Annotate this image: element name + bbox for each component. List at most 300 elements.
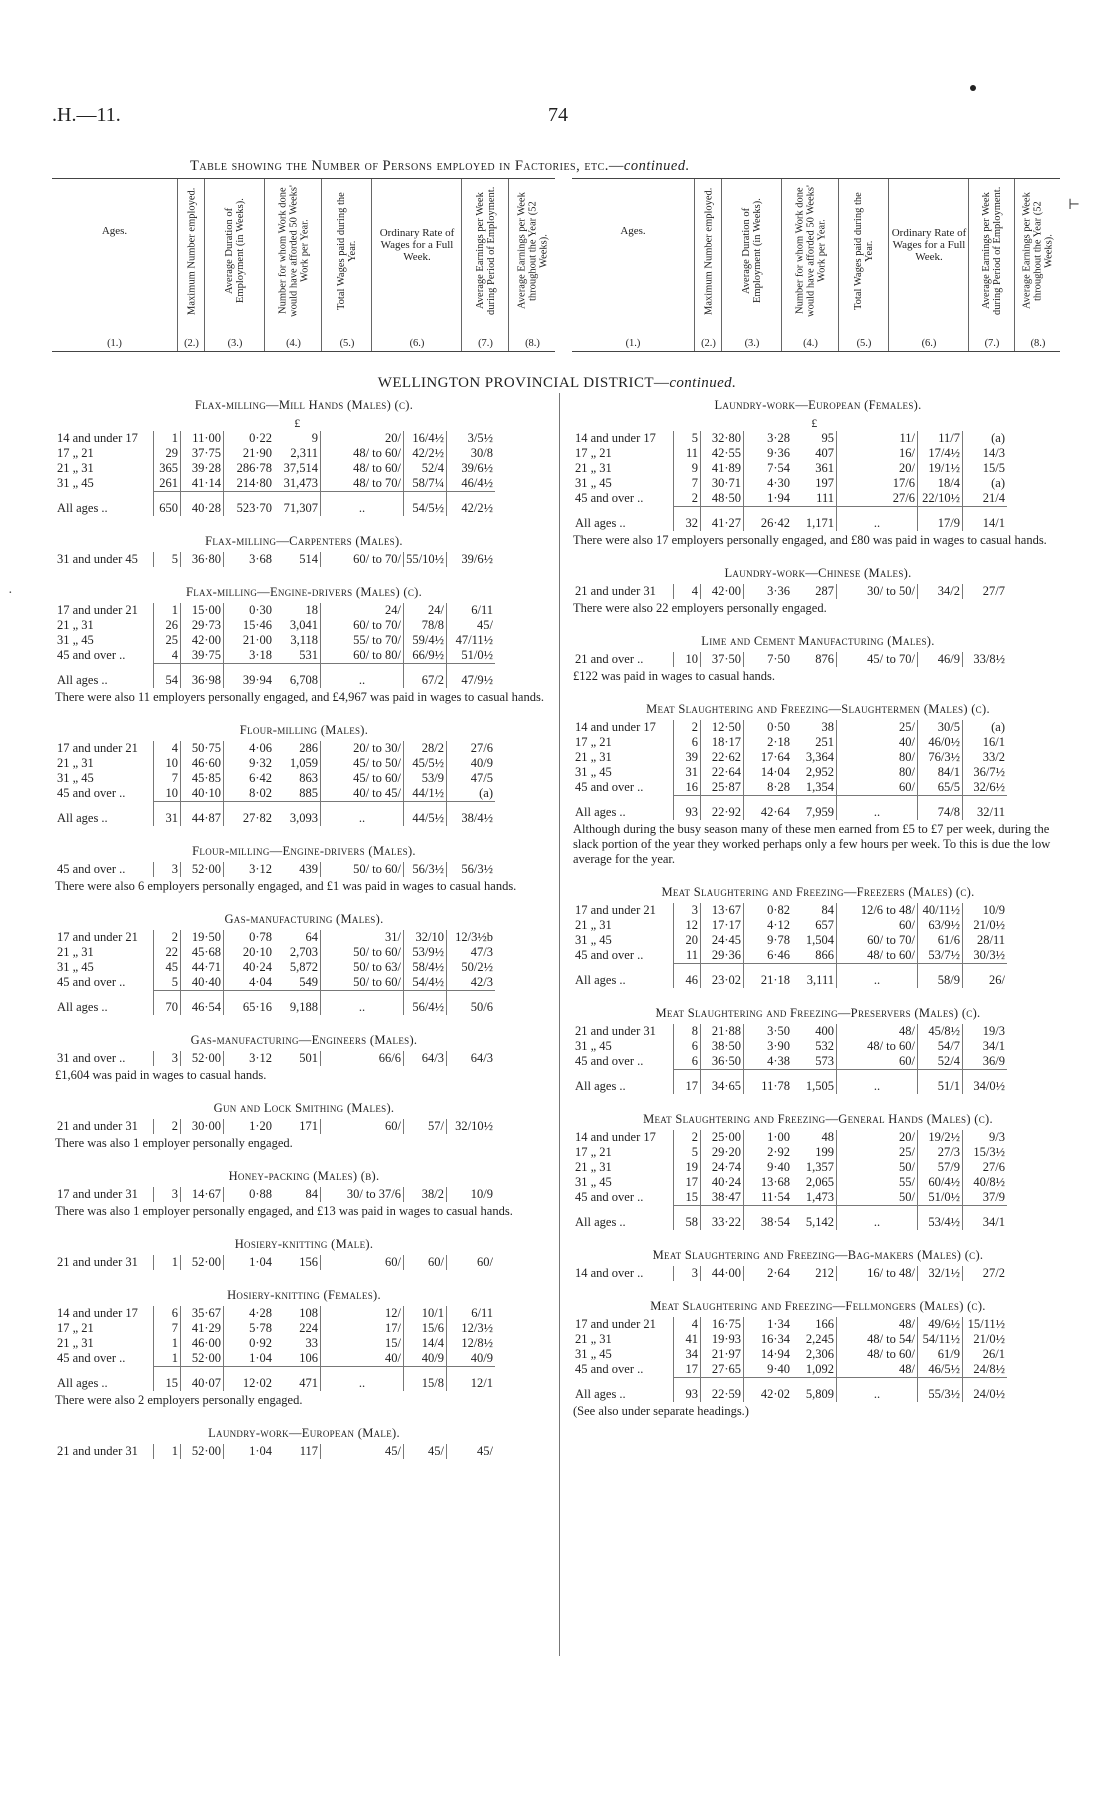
- value-cell: 24/0½: [963, 1378, 1008, 1403]
- industry-section: [573, 1006, 1063, 1094]
- value-cell: 53/9½: [404, 945, 447, 960]
- table-row: [55, 862, 495, 877]
- column-label: Total Wages paid during the Year.: [853, 192, 875, 310]
- section-note: There were also 6 employers personally engaged, and £1 was paid in wages to casual hands.: [55, 879, 517, 893]
- value-cell: 4: [154, 741, 181, 756]
- value-cell: 33/2: [963, 750, 1008, 765]
- table-row: [55, 1306, 495, 1321]
- value-cell: 400: [815, 1024, 834, 1038]
- value-cell: 2: [674, 491, 701, 507]
- industry-section: [55, 1426, 553, 1459]
- value-cell: 66/6: [321, 1051, 404, 1066]
- value-cell: 1,505: [792, 1070, 837, 1095]
- column-label: Number for whom Work done would have afforded 50 Weeks' Work per Year.: [794, 185, 827, 317]
- industry-section: [573, 1299, 1063, 1419]
- value-cell: 212: [815, 1266, 834, 1280]
- wages-table: [55, 1444, 495, 1459]
- value-cell: 863: [299, 771, 318, 785]
- pound-unit: £: [294, 416, 301, 430]
- value-cell: 573: [815, 1054, 834, 1068]
- value-cell: 42/3: [447, 975, 496, 991]
- wages-table: [55, 1187, 495, 1202]
- value-cell: 171: [299, 1119, 318, 1133]
- value-cell: 33/8½: [963, 652, 1008, 667]
- wages-table: [573, 1266, 1007, 1281]
- wages-table: [55, 1119, 495, 1134]
- value-cell: 30·00: [181, 1119, 224, 1134]
- value-cell: 7·50: [744, 652, 793, 667]
- value-cell: 38·54: [744, 1206, 793, 1231]
- column-header-3: [204, 179, 265, 351]
- value-cell: 38/2: [404, 1187, 447, 1202]
- table-row: [55, 552, 495, 567]
- value-cell: 42/2½: [447, 492, 496, 517]
- section-title: Flour-milling—Engine-drivers (Males).: [192, 844, 416, 858]
- column-header-right: [572, 178, 1060, 352]
- value-cell: 50/ to 60/: [321, 945, 404, 960]
- value-cell: 2: [674, 720, 701, 735]
- value-cell: 46·00: [181, 1336, 224, 1351]
- value-cell: 38·47: [701, 1190, 744, 1206]
- age-cell: All ages ..: [575, 515, 626, 530]
- value-cell: 26: [154, 618, 181, 633]
- table-row: [573, 1130, 1007, 1145]
- value-cell: 40·07: [181, 1367, 224, 1392]
- table-row: [573, 948, 1007, 964]
- value-cell: 46/0½: [918, 735, 963, 750]
- wages-table: [55, 741, 495, 826]
- table-row: [573, 1317, 1007, 1332]
- value-cell: 22·92: [701, 796, 744, 821]
- age-cell: 31 „ 45: [575, 476, 612, 490]
- industry-section: [55, 1237, 553, 1270]
- value-cell: 40·28: [181, 492, 224, 517]
- value-cell: 3·36: [744, 584, 793, 599]
- value-cell: 1·34: [744, 1317, 793, 1332]
- value-cell: 2: [674, 1130, 701, 1145]
- value-cell: 25: [154, 633, 181, 648]
- value-cell: 4·28: [224, 1306, 275, 1321]
- value-cell: 50/6: [447, 991, 496, 1016]
- section-title: Hosiery-knitting (Male).: [234, 1237, 374, 1251]
- value-cell: 12/6 to 48/: [837, 903, 918, 918]
- value-cell: 45/8½: [918, 1024, 963, 1039]
- age-cell: 31 „ 45: [57, 633, 94, 647]
- value-cell: 45/ to 60/: [321, 771, 404, 786]
- value-cell: 1: [154, 1351, 181, 1367]
- ink-dot: [970, 85, 976, 91]
- value-cell: (a): [963, 476, 1008, 491]
- value-cell: 14/1: [963, 507, 1008, 532]
- value-cell: 1·04: [224, 1255, 275, 1270]
- value-cell: 17·64: [744, 750, 793, 765]
- value-cell: 108: [299, 1306, 318, 1320]
- table-row: [55, 1187, 495, 1202]
- value-cell: 12/3½: [447, 1321, 496, 1336]
- district-heading: WELLINGTON PROVINCIAL DISTRICT—continued.: [377, 375, 737, 391]
- table-row: [573, 461, 1007, 476]
- age-cell: 14 and under 17: [575, 431, 656, 445]
- value-cell: 17: [674, 1070, 701, 1095]
- pound-unit: £: [811, 416, 818, 430]
- column-number: (7.): [984, 338, 1000, 349]
- value-cell: 32/10½: [447, 1119, 496, 1134]
- column-header-5: [838, 179, 889, 351]
- column-label: Ages.: [620, 225, 646, 237]
- section-title: Gas-manufacturing (Males).: [224, 912, 384, 926]
- unit-row: [55, 416, 495, 431]
- value-cell: 27/6: [963, 1160, 1008, 1175]
- section-title: Meat Slaughtering and Freezing—Fellmongers (Males) (c).: [650, 1299, 986, 1313]
- value-cell: 32/1½: [918, 1266, 963, 1281]
- column-number: (6.): [921, 338, 937, 349]
- total-row: [55, 991, 495, 1016]
- value-cell: 44/5½: [404, 802, 447, 827]
- value-cell: 20/: [837, 461, 918, 476]
- total-row: [573, 796, 1007, 821]
- value-cell: 48/ to 60/: [837, 1039, 918, 1054]
- wages-table: [55, 1051, 495, 1066]
- value-cell: 39: [674, 750, 701, 765]
- value-cell: 21/4: [963, 491, 1008, 507]
- value-cell: 9·40: [744, 1362, 793, 1378]
- value-cell: 4: [674, 1317, 701, 1332]
- value-cell: 10/9: [447, 1187, 496, 1202]
- value-cell: 34/1: [963, 1206, 1008, 1231]
- section-note: £1,604 was paid in wages to casual hands.: [55, 1068, 267, 1082]
- table-caption: Table showing the Number of Persons employed in Factories, etc.—continued.: [190, 158, 690, 174]
- value-cell: 3,093: [274, 802, 321, 827]
- value-cell: 3: [674, 1266, 701, 1281]
- value-cell: 531: [299, 648, 318, 662]
- column-number: (8.): [1030, 338, 1046, 349]
- column-label: Average Earnings per Week during Period of Employment.: [981, 186, 1003, 316]
- value-cell: 4·12: [744, 918, 793, 933]
- table-row: [55, 618, 495, 633]
- table-row: [55, 786, 495, 802]
- value-cell: 36/9: [963, 1054, 1008, 1070]
- empty-cell: [181, 416, 224, 431]
- wages-table: [55, 1306, 495, 1391]
- table-row: [573, 1347, 1007, 1362]
- wages-table: [573, 1317, 1007, 1402]
- value-cell: 657: [815, 918, 834, 932]
- value-cell: 12: [674, 918, 701, 933]
- value-cell: 34·65: [701, 1070, 744, 1095]
- value-cell: 12·50: [701, 720, 744, 735]
- value-cell: ..: [837, 1070, 918, 1095]
- value-cell: 2·92: [744, 1145, 793, 1160]
- total-row: [55, 802, 495, 827]
- value-cell: 876: [815, 652, 834, 666]
- value-cell: 78/8: [404, 618, 447, 633]
- value-cell: 54/11½: [918, 1332, 963, 1347]
- value-cell: 39·94: [224, 664, 275, 689]
- value-cell: 50/ to 63/: [321, 960, 404, 975]
- value-cell: 30/8: [447, 446, 496, 461]
- value-cell: 19/2½: [918, 1130, 963, 1145]
- value-cell: 3: [674, 903, 701, 918]
- industry-section: [573, 634, 1063, 684]
- column-header-6: [888, 179, 969, 351]
- value-cell: 9/3: [963, 1130, 1008, 1145]
- value-cell: 9·78: [744, 933, 793, 948]
- value-cell: 3/5½: [447, 431, 496, 446]
- value-cell: 14·67: [181, 1187, 224, 1202]
- value-cell: 44·87: [181, 802, 224, 827]
- age-cell: All ages ..: [575, 972, 626, 987]
- value-cell: 15/8: [404, 1367, 447, 1392]
- value-cell: 17/4½: [918, 446, 963, 461]
- table-row: [573, 1362, 1007, 1378]
- value-cell: 6/11: [447, 1306, 496, 1321]
- age-cell: 21 „ 31: [57, 1336, 94, 1350]
- value-cell: 9: [674, 461, 701, 476]
- value-cell: 8: [674, 1024, 701, 1039]
- value-cell: 214·80: [224, 476, 275, 492]
- value-cell: 40·40: [181, 975, 224, 991]
- value-cell: 37·75: [181, 446, 224, 461]
- value-cell: 40/: [321, 1351, 404, 1367]
- age-cell: 17 and under 31: [57, 1187, 138, 1201]
- industry-section: [55, 912, 553, 1015]
- age-cell: 45 and over ..: [57, 862, 126, 876]
- value-cell: 24/8½: [963, 1362, 1008, 1378]
- value-cell: ..: [321, 802, 404, 827]
- value-cell: 5: [154, 552, 181, 567]
- table-row: [573, 1145, 1007, 1160]
- value-cell: 25·87: [701, 780, 744, 796]
- value-cell: 11/7: [918, 431, 963, 446]
- section-title: Honey-packing (Males) (b).: [228, 1169, 380, 1183]
- value-cell: 6: [674, 1039, 701, 1054]
- value-cell: 0·30: [224, 603, 275, 618]
- value-cell: 549: [299, 975, 318, 989]
- value-cell: 1·00: [744, 1130, 793, 1145]
- value-cell: 18·17: [701, 735, 744, 750]
- value-cell: 2·64: [744, 1266, 793, 1281]
- value-cell: 37/9: [963, 1190, 1008, 1206]
- value-cell: 21·90: [224, 446, 275, 461]
- value-cell: 19·93: [701, 1332, 744, 1347]
- age-cell: 17 „ 21: [575, 735, 612, 749]
- value-cell: 19/1½: [918, 461, 963, 476]
- table-row: [55, 1119, 495, 1134]
- section-title: Flax-milling—Mill Hands (Males) (c).: [194, 398, 414, 412]
- value-cell: 19/3: [963, 1024, 1008, 1039]
- section-title: Meat Slaughtering and Freezing—Preservers (Males) (c).: [655, 1006, 981, 1020]
- age-cell: 31 „ 45: [575, 1347, 612, 1361]
- value-cell: 0·92: [224, 1336, 275, 1351]
- value-cell: 46/5½: [918, 1362, 963, 1378]
- value-cell: 3·12: [224, 862, 275, 877]
- value-cell: 1,354: [805, 780, 834, 794]
- value-cell: 28/11: [963, 933, 1008, 948]
- value-cell: 197: [815, 476, 834, 490]
- value-cell: 60/ to 70/: [837, 933, 918, 948]
- value-cell: 8·28: [744, 780, 793, 796]
- value-cell: 22: [154, 945, 181, 960]
- value-cell: 37,514: [283, 461, 318, 475]
- empty-cell: [55, 416, 154, 431]
- value-cell: 60/ to 80/: [321, 648, 404, 664]
- total-row: [55, 1367, 495, 1392]
- value-cell: 41: [674, 1332, 701, 1347]
- column-number: (5.): [856, 338, 872, 349]
- value-cell: 45: [154, 960, 181, 975]
- value-cell: 15: [674, 1190, 701, 1206]
- age-cell: 45 and over ..: [57, 1351, 126, 1366]
- value-cell: 17/9: [918, 507, 963, 532]
- value-cell: 36·80: [181, 552, 224, 567]
- industry-section: [573, 566, 1063, 616]
- value-cell: 45·68: [181, 945, 224, 960]
- age-cell: 21 and under 31: [57, 1444, 138, 1458]
- value-cell: 45/ to 70/: [837, 652, 918, 667]
- value-cell: 523·70: [224, 492, 275, 517]
- value-cell: 71,307: [274, 492, 321, 517]
- value-cell: 19·50: [181, 930, 224, 945]
- section-note: There were also 17 employers personally engaged, and £80 was paid in wages to casual hands.: [573, 533, 1047, 547]
- value-cell: 31/: [321, 930, 404, 945]
- value-cell: 650: [154, 492, 181, 517]
- column-label: Ages.: [101, 225, 128, 237]
- column-header-8: [1014, 179, 1061, 351]
- value-cell: 27/3: [918, 1145, 963, 1160]
- value-cell: 24·45: [701, 933, 744, 948]
- value-cell: 34: [674, 1347, 701, 1362]
- age-cell: 45 and over ..: [575, 491, 644, 506]
- value-cell: 6,708: [274, 664, 321, 689]
- empty-cell: [154, 416, 181, 431]
- age-cell: All ages ..: [57, 672, 108, 687]
- value-cell: 7: [154, 1321, 181, 1336]
- table-row: [573, 1160, 1007, 1175]
- value-cell: 40/9: [404, 1351, 447, 1367]
- section-title: Laundry-work—Chinese (Males).: [724, 566, 912, 580]
- value-cell: 60/: [321, 1255, 404, 1270]
- value-cell: 10: [674, 652, 701, 667]
- column-label: Average Duration of Employment (in Weeks).: [741, 198, 763, 304]
- value-cell: 41·27: [701, 507, 744, 532]
- table-row: [55, 1321, 495, 1336]
- value-cell: 50/: [837, 1160, 918, 1175]
- value-cell: 31: [674, 765, 701, 780]
- age-cell: 21 „ 31: [575, 461, 612, 475]
- age-cell: All ages ..: [57, 500, 108, 515]
- value-cell: 17·17: [701, 918, 744, 933]
- industry-section: [573, 1248, 1063, 1281]
- value-cell: 40/8½: [963, 1175, 1008, 1190]
- value-cell: 20: [674, 933, 701, 948]
- table-row: [55, 1051, 495, 1066]
- value-cell: 16/1: [963, 735, 1008, 750]
- age-cell: 31 and under 45: [57, 552, 138, 566]
- section-note: £122 was paid in wages to casual hands.: [573, 669, 776, 683]
- column-label: Average Duration of Employment (in Weeks).: [224, 198, 246, 304]
- table-row: [55, 476, 495, 492]
- value-cell: 1: [154, 1444, 181, 1459]
- value-cell: 27/2: [963, 1266, 1008, 1281]
- value-cell: 3·12: [224, 1051, 275, 1066]
- value-cell: 27·65: [701, 1362, 744, 1378]
- age-cell: 17 and under 21: [57, 741, 138, 755]
- column-number: (8.): [525, 338, 540, 349]
- age-cell: 21 „ 31: [57, 945, 94, 959]
- empty-cell: [918, 416, 963, 431]
- value-cell: 39/6½: [447, 552, 496, 567]
- value-cell: 166: [815, 1317, 834, 1331]
- age-cell: 45 and over ..: [575, 1190, 644, 1205]
- age-cell: 21 and under 31: [575, 584, 656, 598]
- value-cell: (a): [963, 720, 1008, 735]
- value-cell: 60/ to 70/: [321, 618, 404, 633]
- value-cell: 84: [305, 1187, 318, 1201]
- wages-table: [55, 862, 495, 877]
- value-cell: 51/1: [918, 1070, 963, 1095]
- value-cell: 39·28: [181, 461, 224, 476]
- value-cell: 365: [154, 461, 181, 476]
- total-row: [55, 492, 495, 517]
- value-cell: 15·46: [224, 618, 275, 633]
- table-row: [573, 584, 1007, 599]
- value-cell: 27·82: [224, 802, 275, 827]
- value-cell: 117: [299, 1444, 318, 1458]
- value-cell: 48·50: [701, 491, 744, 507]
- value-cell: 74/8: [918, 796, 963, 821]
- value-cell: 40/9: [447, 1351, 496, 1367]
- empty-cell: [674, 416, 701, 431]
- value-cell: 26·42: [744, 507, 793, 532]
- value-cell: 42·00: [181, 633, 224, 648]
- table-row: [55, 975, 495, 991]
- value-cell: 1·04: [224, 1351, 275, 1367]
- age-cell: 31 „ 45: [575, 765, 612, 779]
- value-cell: 58: [674, 1206, 701, 1231]
- value-cell: 40/ to 45/: [321, 786, 404, 802]
- age-cell: 45 and over ..: [57, 786, 126, 801]
- value-cell: 60/: [837, 1054, 918, 1070]
- value-cell: 532: [815, 1039, 834, 1053]
- value-cell: 2,065: [805, 1175, 834, 1189]
- column-header-7: [968, 179, 1015, 351]
- value-cell: 64/3: [404, 1051, 447, 1066]
- age-cell: 14 and under 17: [575, 720, 656, 734]
- value-cell: 29·20: [701, 1145, 744, 1160]
- value-cell: 5·78: [224, 1321, 275, 1336]
- section-title: Flour-milling (Males).: [239, 723, 369, 737]
- industry-section: [55, 723, 553, 826]
- column-header-left: [52, 178, 555, 352]
- value-cell: 33: [305, 1336, 318, 1350]
- column-label: Total Wages paid during the Year.: [336, 192, 358, 310]
- age-cell: 14 and under 17: [575, 1130, 656, 1144]
- table-row: [573, 476, 1007, 491]
- value-cell: 5: [674, 1145, 701, 1160]
- section-title: Lime and Cement Manufacturing (Males).: [701, 634, 935, 648]
- column-header-4: [781, 179, 839, 351]
- table-row: [573, 1054, 1007, 1070]
- value-cell: 8·02: [224, 786, 275, 802]
- value-cell: 14/3: [963, 446, 1008, 461]
- value-cell: 4·30: [744, 476, 793, 491]
- value-cell: 34/1: [963, 1039, 1008, 1054]
- table-row: [573, 750, 1007, 765]
- value-cell: 21·97: [701, 1347, 744, 1362]
- empty-cell: [224, 416, 275, 431]
- column-number: (4.): [803, 338, 818, 349]
- value-cell: 60/: [447, 1255, 496, 1270]
